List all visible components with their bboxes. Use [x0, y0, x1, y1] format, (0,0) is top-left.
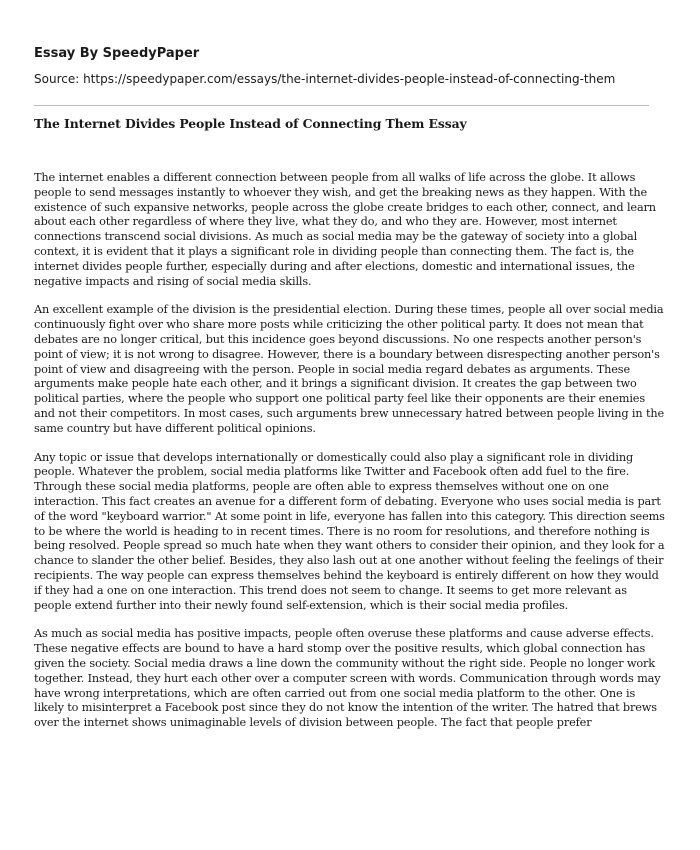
essay-title: The Internet Divides People Instead of Connecting Them Essay: [34, 116, 467, 131]
paragraph: An excellent example of the division is the presidential election. During these times, people all over social media continuously fight over who share more posts while criticizing the other political party. It does not mean that debates are no longer critical, but this incidence goes beyond discussions. No one respects another person's point of view; it is not wrong to disagree. However, there is a boundary between disrespecting another person's point of view and disagreeing with the person. People in social media regard debates as arguments. These arguments make people hate each other, and it brings a significant division. It creates the gap between two political parties, where the people who support one political party feel like their opponents are their enemies and not their competitors. In most cases, such arguments brew unnecessary hatred between people living in the same country but have different political opinions.: [34, 303, 665, 435]
source-line: Source: https://speedypaper.com/essays/the-internet-divides-people-instead-of-connecting-them: [34, 72, 616, 86]
paragraph: Any topic or issue that develops internationally or domestically could also play a significant role in dividing people. Whatever the problem, social media platforms like Twitter and Facebook often add fuel to the fire. Through these social media platforms, people are often able to express themselves without one on one interaction. This fact creates an avenue for a different form of debating. Everyone who uses social media is part of the word "keyboard warrior." At some point in life, everyone has fallen into this category. This direction seems to be where the world is heading to in recent times. There is no room for resolutions, and therefore nothing is being resolved. People spread so much hate when they want others to consider their opinion, and they look for a chance to slander the other belief. Besides, they also lash out at one another without feeling the feelings of their recipients. The way people can express themselves behind the keyboard is entirely different on how they would if they had a one on one interaction. This trend does not seem to change. It seems to get more relevant as people extend further into their newly found self-extension, which is their social media profiles.: [34, 450, 665, 612]
paragraph: The internet enables a different connection between people from all walks of life across the globe. It allows people to send messages instantly to whoever they wish, and get the breaking news as they happen. With the existence of such expansive networks, people across the globe create bridges to each other, connect, and learn about each other regardless of where they live, what they do, and who they are. However, most internet connections transcend social divisions. As much as social media may be the gateway of society into a global context, it is evident that it plays a significant role in dividing people than connecting them. The fact is, the internet divides people further, especially during and after elections, domestic and international issues, the negative impacts and rising of social media skills.: [34, 171, 656, 288]
divider: [34, 105, 649, 106]
paragraph: As much as social media has positive impacts, people often overuse these platforms and cause adverse effects. These negative effects are bound to have a hard stomp over the positive results, which global connection has given the society. Social media draws a line down the community without the right side. People no longer work together. Instead, they hurt each other over a computer screen with words. Communication through words may have wrong interpretations, which are often carried out from one social media platform to the other. One is likely to misinterpret a Facebook post since they do not know the intention of the writer. The hatred that brews over the internet shows unimaginable levels of division between people. The fact that people prefer: [34, 627, 661, 730]
essay-body: [34, 171, 674, 731]
essay-by-label: Essay By SpeedyPaper: [34, 46, 200, 61]
document-page: [34, 34, 674, 745]
